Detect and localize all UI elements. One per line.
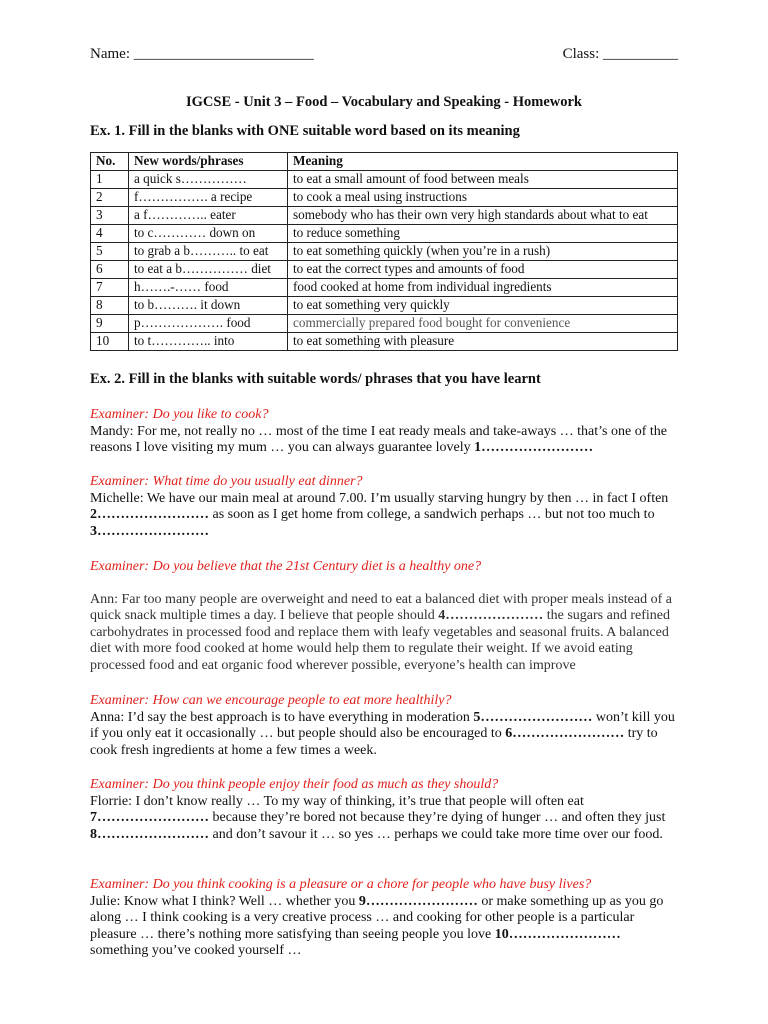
table-row bbox=[91, 333, 678, 351]
answer-text: try to cook fresh ingredients at home a few times a week. bbox=[90, 726, 658, 758]
table-row bbox=[91, 171, 678, 189]
row-meaning: to eat something quickly (when you’re in a rush) bbox=[288, 243, 678, 261]
candidate-answer bbox=[90, 710, 678, 760]
answer-text: Anna: I’d say the best approach is to have everything in moderation bbox=[90, 709, 474, 725]
row-meaning: to eat the correct types and amounts of food bbox=[288, 261, 678, 279]
blank-4[interactable]: 4………………… bbox=[438, 608, 544, 623]
row-number: 7 bbox=[91, 279, 129, 297]
blank-10[interactable]: 10…………………… bbox=[494, 926, 621, 942]
name-field[interactable]: Name: ________________________ bbox=[90, 46, 314, 62]
answer-text: or make something up as you go along … I think cooking is a very creative process … and cooking for other people is a particular pleasure … there’s nothing more satisfying than seeing people you love bbox=[90, 893, 664, 942]
table-row bbox=[91, 297, 678, 315]
examiner-question: Examiner: Do you believe that the 21st Century diet is a healthy one? bbox=[90, 559, 482, 574]
answer-text: won’t kill you if you only eat it occasionally … but people should also be encouraged to bbox=[90, 709, 675, 741]
blank-3[interactable]: 3…………………… bbox=[90, 523, 209, 539]
row-phrase[interactable]: to grab a b……….. to eat bbox=[129, 243, 288, 261]
blank-1[interactable]: 1…………………… bbox=[474, 440, 594, 455]
page-title: IGCSE - Unit 3 – Food – Vocabulary and Speaking - Homework bbox=[186, 94, 582, 110]
answer-text: because they’re bored not because they’re dying of hunger … and often they just bbox=[209, 810, 666, 825]
blank-7[interactable]: 7…………………… bbox=[90, 810, 209, 825]
row-number: 3 bbox=[91, 207, 129, 225]
table-row bbox=[91, 189, 678, 207]
row-meaning: food cooked at home from individual ingredients bbox=[288, 279, 678, 297]
dialogue-block-4 bbox=[90, 693, 678, 759]
blank-5[interactable]: 5…………………… bbox=[473, 709, 593, 725]
row-meaning: to eat something with pleasure bbox=[288, 333, 678, 351]
blank-2[interactable]: 2…………………… bbox=[90, 507, 209, 522]
row-phrase[interactable]: to b………. it down bbox=[129, 297, 288, 315]
row-number: 1 bbox=[91, 171, 129, 189]
candidate-answer bbox=[90, 491, 678, 541]
row-number: 10 bbox=[91, 333, 129, 351]
row-number: 6 bbox=[91, 261, 129, 279]
row-phrase[interactable]: a f………….. eater bbox=[129, 207, 288, 225]
blank-8[interactable]: 8…………………… bbox=[90, 826, 209, 842]
answer-text: Ann: Far too many people are overweight and need to eat a balanced diet with proper meals instead of a quick snack multiple times a day. I believe that people should bbox=[90, 591, 672, 623]
answer-text: Michelle: We have our main meal at around 7.00. I’m usually starving hungry by then … in fact I often bbox=[90, 490, 669, 506]
row-number: 2 bbox=[91, 189, 129, 207]
blank-9[interactable]: 9…………………… bbox=[358, 893, 478, 909]
row-phrase[interactable]: to t………….. into bbox=[129, 333, 288, 351]
dialogue-block-3 bbox=[90, 559, 678, 674]
column-header-phrases: New words/phrases bbox=[129, 153, 288, 171]
table-row bbox=[91, 261, 678, 279]
answer-text: the sugars and refined carbohydrates in processed food and replace them with leafy vegetables and seasonal fruits. A balanced diet with more food cooked at home would help them to regulate their weight. If we avoid eating processed food and eat organic food wherever possible, everyone’s health can improve bbox=[90, 608, 670, 673]
examiner-question: Examiner: Do you think cooking is a pleasure or a chore for people who have busy lives? bbox=[90, 877, 592, 892]
row-number: 4 bbox=[91, 225, 129, 243]
dialogue-block-1 bbox=[90, 407, 678, 457]
row-phrase[interactable]: to c………… down on bbox=[129, 225, 288, 243]
candidate-answer bbox=[90, 894, 678, 960]
examiner-question: Examiner: How can we encourage people to eat more healthily? bbox=[90, 693, 452, 708]
column-header-meaning: Meaning bbox=[288, 153, 678, 171]
examiner-question: Examiner: Do you like to cook? bbox=[90, 407, 269, 422]
candidate-answer bbox=[90, 592, 678, 675]
class-field[interactable]: Class: __________ bbox=[562, 46, 678, 62]
row-meaning: commercially prepared food bought for convenience bbox=[288, 315, 678, 333]
row-number: 5 bbox=[91, 243, 129, 261]
row-phrase[interactable]: f……………. a recipe bbox=[129, 189, 288, 207]
table-row bbox=[91, 315, 678, 333]
exercise-1-heading: Ex. 1. Fill in the blanks with ONE suitable word based on its meaning bbox=[90, 123, 520, 139]
row-meaning: to reduce something bbox=[288, 225, 678, 243]
table-row bbox=[91, 279, 678, 297]
row-phrase[interactable]: p………………. food bbox=[129, 315, 288, 333]
answer-text: Mandy: For me, not really no … most of the time I eat ready meals and take-aways … that’s one of the reasons I love visiting my mum … you can always guarantee lovely bbox=[90, 423, 667, 455]
vocabulary-table bbox=[90, 152, 678, 351]
row-phrase[interactable]: to eat a b…………… diet bbox=[129, 261, 288, 279]
dialogue-block-2 bbox=[90, 474, 678, 540]
row-meaning: somebody who has their own very high standards about what to eat bbox=[288, 207, 678, 225]
answer-text: and don’t savour it … so yes … perhaps we could take more time over our food. bbox=[209, 826, 663, 842]
answer-text: Florrie: I don’t know really … To my way of thinking, it’s true that people will often eat bbox=[90, 793, 584, 809]
row-phrase[interactable]: h…….-…… food bbox=[129, 279, 288, 297]
row-number: 8 bbox=[91, 297, 129, 315]
answer-text: Julie: Know what I think? Well … whether you bbox=[90, 893, 359, 909]
blank-6[interactable]: 6…………………… bbox=[505, 726, 625, 741]
candidate-answer bbox=[90, 794, 678, 844]
candidate-answer bbox=[90, 424, 678, 457]
table-row bbox=[91, 207, 678, 225]
table-row bbox=[91, 225, 678, 243]
answer-text: something you’ve cooked yourself … bbox=[90, 943, 302, 958]
dialogue-block-6 bbox=[90, 877, 678, 960]
row-meaning: to eat a small amount of food between meals bbox=[288, 171, 678, 189]
table-header-row bbox=[91, 153, 678, 171]
dialogue-block-5 bbox=[90, 777, 678, 843]
examiner-question: Examiner: Do you think people enjoy their food as much as they should? bbox=[90, 777, 499, 792]
exercise-2-heading: Ex. 2. Fill in the blanks with suitable words/ phrases that you have learnt bbox=[90, 371, 541, 387]
row-meaning: to eat something very quickly bbox=[288, 297, 678, 315]
answer-text: as soon as I get home from college, a sandwich perhaps … but not too much to bbox=[209, 507, 655, 522]
student-header bbox=[90, 46, 678, 66]
table-row bbox=[91, 243, 678, 261]
row-number: 9 bbox=[91, 315, 129, 333]
examiner-question: Examiner: What time do you usually eat dinner? bbox=[90, 474, 363, 489]
row-meaning: to cook a meal using instructions bbox=[288, 189, 678, 207]
row-phrase[interactable]: a quick s…………… bbox=[129, 171, 288, 189]
column-header-no: No. bbox=[91, 153, 129, 171]
